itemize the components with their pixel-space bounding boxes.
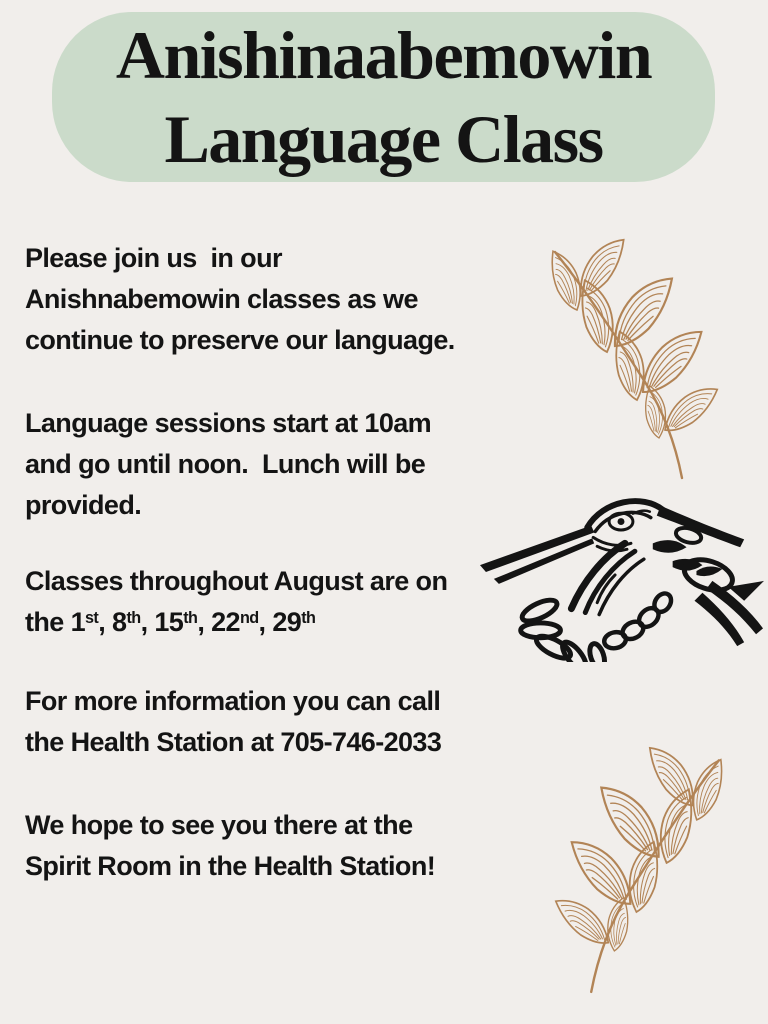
date-item xyxy=(211,607,272,637)
date-separator: , xyxy=(197,607,212,637)
text-line: Language sessions start at 10am xyxy=(25,408,432,438)
text-line: For more information you can call xyxy=(25,686,441,716)
poster-title-line1: Anishinaabemowin xyxy=(115,17,652,93)
feather-bottom-decoration xyxy=(543,742,759,998)
bird-wing xyxy=(519,596,607,662)
feather-icon xyxy=(543,742,759,998)
date-number: 29 xyxy=(272,607,302,637)
closing-paragraph xyxy=(25,805,435,887)
title-banner xyxy=(52,12,715,182)
date-item xyxy=(154,607,211,637)
date-number: 1 xyxy=(70,607,86,637)
dates-paragraph xyxy=(25,561,447,643)
text-line: provided. xyxy=(25,490,142,520)
text-line: Please join us in our xyxy=(25,243,282,273)
date-number: 15 xyxy=(154,607,184,637)
text-line: We hope to see you there at the xyxy=(25,810,413,840)
contact-paragraph xyxy=(25,681,441,763)
hummingbird-decoration xyxy=(478,484,766,662)
schedule-paragraph xyxy=(25,403,431,526)
text-line: Spirit Room in the Health Station! xyxy=(25,851,436,881)
date-separator: , xyxy=(98,607,113,637)
ordinal-suffix: nd xyxy=(239,608,259,627)
text-line: continue to preserve our language. xyxy=(25,325,455,355)
dates-line xyxy=(25,602,447,643)
intro-paragraph xyxy=(25,238,455,361)
date-separator: , xyxy=(140,607,155,637)
dates-prefix: the xyxy=(25,607,71,637)
text-line: Anishnabemowin classes as we xyxy=(25,284,418,314)
date-item xyxy=(112,607,154,637)
date-number: 8 xyxy=(112,607,127,637)
ordinal-suffix: th xyxy=(126,608,141,627)
date-item xyxy=(272,607,315,637)
text-line: and go until noon. Lunch will be xyxy=(25,449,426,479)
hummingbird-icon xyxy=(478,484,766,662)
date-item xyxy=(71,607,112,637)
contact-phone-line: the Health Station at 705-746-2033 xyxy=(25,727,442,757)
feather-top-decoration xyxy=(515,234,730,484)
date-separator: , xyxy=(258,607,273,637)
ordinal-suffix: th xyxy=(301,608,316,627)
date-number: 22 xyxy=(211,607,240,637)
text-line: Classes throughout August are on xyxy=(25,566,448,596)
ordinal-suffix: th xyxy=(183,608,198,627)
ordinal-suffix: st xyxy=(85,608,99,627)
feather-icon xyxy=(515,234,730,484)
poster-title-line2: Language Class xyxy=(164,101,603,177)
